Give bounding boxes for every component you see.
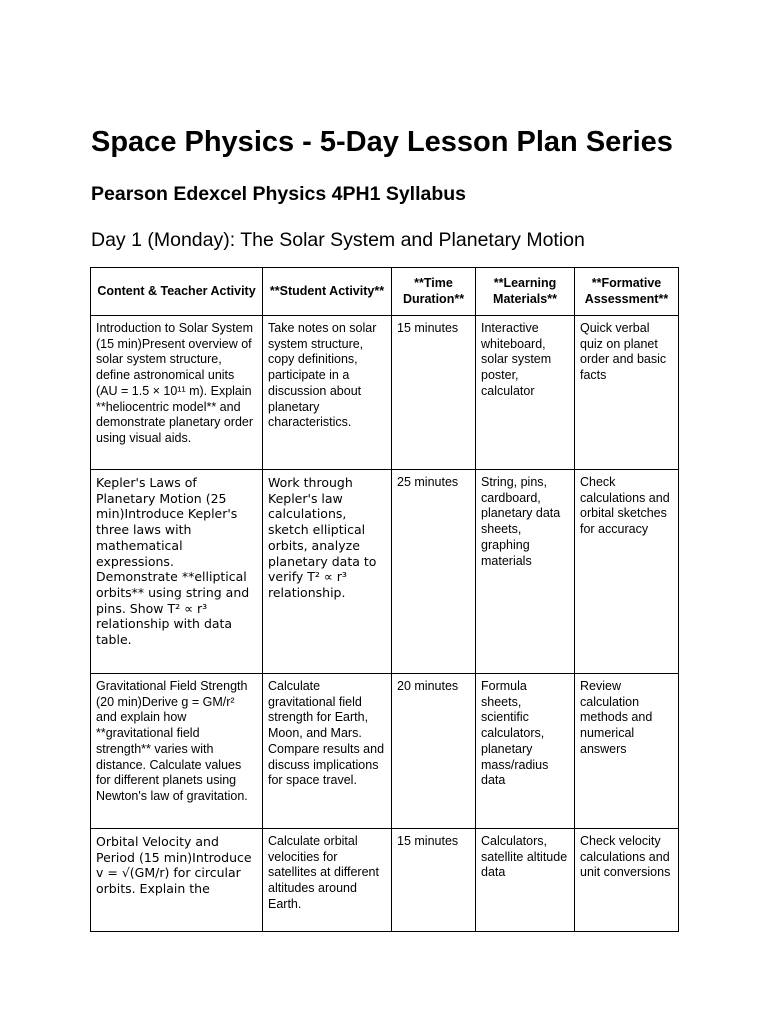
header-content-teacher-activity: Content & Teacher Activity <box>91 268 263 316</box>
cell-student-activity: Calculate orbital velocities for satellites at different altitudes around Earth. <box>263 829 392 932</box>
page-subtitle: Pearson Edexcel Physics 4PH1 Syllabus <box>91 183 467 205</box>
cell-time-duration: 15 minutes <box>392 316 476 470</box>
cell-content-teacher-activity: Introduction to Solar System (15 min)Present overview of solar system structure, define astronomical units (AU = 1.5 × 10¹¹ m). Explain **heliocentric model** and demonstrate planetary order using visual aids. <box>91 316 263 470</box>
table-row <box>91 674 679 829</box>
cell-learning-materials: Interactive whiteboard, solar system poster, calculator <box>476 316 575 470</box>
header-time-duration: **Time Duration** <box>392 268 476 316</box>
lesson-plan-table <box>90 267 679 932</box>
cell-formative-assessment: Quick verbal quiz on planet order and basic facts <box>575 316 679 470</box>
cell-formative-assessment: Check calculations and orbital sketches for accuracy <box>575 470 679 674</box>
cell-content-teacher-activity: Gravitational Field Strength (20 min)Derive g = GM/r² and explain how **gravitational field strength** varies with distance. Calculate values for different planets using Newton's law of gravitation. <box>91 674 263 829</box>
cell-learning-materials: String, pins, cardboard, planetary data sheets, graphing materials <box>476 470 575 674</box>
cell-time-duration: 15 minutes <box>392 829 476 932</box>
table-row <box>91 829 679 932</box>
table-row <box>91 470 679 674</box>
cell-time-duration: 25 minutes <box>392 470 476 674</box>
day-heading: Day 1 (Monday): The Solar System and Planetary Motion <box>91 229 585 251</box>
cell-formative-assessment: Review calculation methods and numerical answers <box>575 674 679 829</box>
header-learning-materials: **Learning Materials** <box>476 268 575 316</box>
header-student-activity: **Student Activity** <box>263 268 392 316</box>
page-title: Space Physics - 5-Day Lesson Plan Series <box>91 126 673 158</box>
header-formative-assessment: **Formative Assessment** <box>575 268 679 316</box>
table-header-row <box>91 268 679 316</box>
cell-content-teacher-activity: Orbital Velocity and Period (15 min)Introduce v = √(GM/r) for circular orbits. Explain the <box>91 829 263 932</box>
cell-student-activity: Work through Kepler's law calculations, sketch elliptical orbits, analyze planetary data to verify T² ∝ r³ relationship. <box>263 470 392 674</box>
cell-learning-materials: Calculators, satellite altitude data <box>476 829 575 932</box>
cell-content-teacher-activity: Kepler's Laws of Planetary Motion (25 min)Introduce Kepler's three laws with mathematical expressions. Demonstrate **elliptical orbits** using string and pins. Show T² ∝ r³ relationship with data table. <box>91 470 263 674</box>
cell-student-activity: Take notes on solar system structure, copy definitions, participate in a discussion about planetary characteristics. <box>263 316 392 470</box>
cell-student-activity: Calculate gravitational field strength for Earth, Moon, and Mars. Compare results and discuss implications for space travel. <box>263 674 392 829</box>
cell-formative-assessment: Check velocity calculations and unit conversions <box>575 829 679 932</box>
table-row <box>91 316 679 470</box>
cell-learning-materials: Formula sheets, scientific calculators, planetary mass/radius data <box>476 674 575 829</box>
cell-time-duration: 20 minutes <box>392 674 476 829</box>
